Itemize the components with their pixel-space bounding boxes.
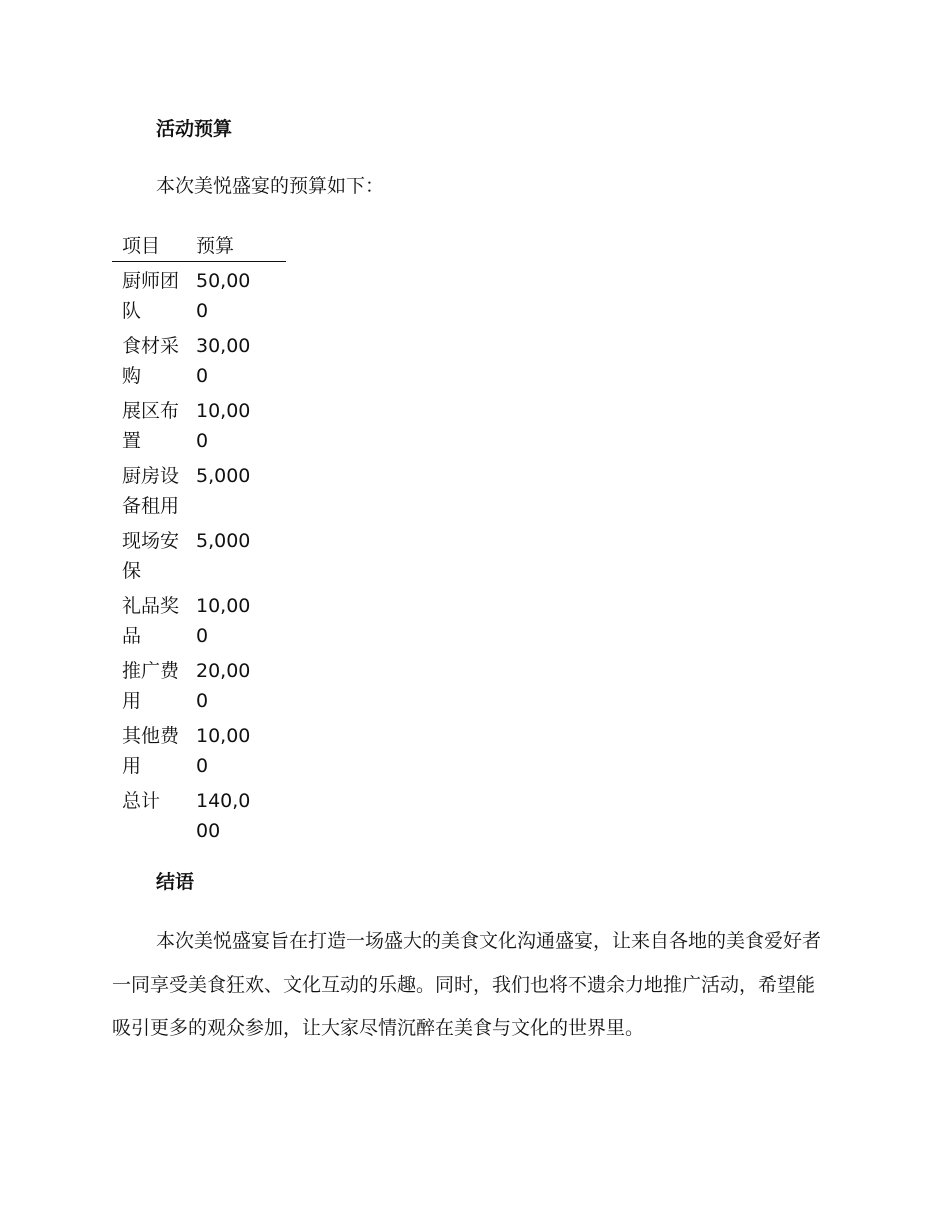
row-amount: 30,000 — [196, 335, 251, 387]
row-amount: 20,000 — [196, 660, 251, 712]
header-budget: 预算 — [186, 230, 252, 262]
row-amount: 5,000 — [196, 530, 251, 552]
row-item: 礼品奖品 — [122, 595, 180, 647]
row-amount: 10,000 — [196, 595, 251, 647]
table-row — [112, 327, 286, 392]
row-item: 其他费用 — [122, 725, 180, 777]
conclusion-heading: 结语 — [156, 871, 195, 893]
conclusion-paragraph: 本次美悦盛宴旨在打造一场盛大的美食文化沟通盛宴，让来自各地的美食爱好者一同享受美食狂欢、文化互动的乐趣。同时，我们也将不遗余力地推广活动，希望能吸引更多的观众参加，让大家尽情沉醉在美食与文化的世界里。 — [112, 930, 822, 1039]
budget-heading: 活动预算 — [156, 118, 233, 140]
row-item: 推广费用 — [122, 660, 180, 712]
total-amount: 140,000 — [196, 790, 251, 842]
table-row — [112, 262, 286, 328]
row-item: 现场安保 — [122, 530, 180, 582]
table-header-row — [112, 230, 286, 262]
table-row — [112, 587, 286, 652]
budget-table — [112, 230, 286, 847]
budget-intro: 本次美悦盛宴的预算如下： — [156, 175, 385, 197]
row-item: 展区布置 — [122, 400, 180, 452]
row-item: 厨房设备租用 — [122, 465, 180, 517]
table-row — [112, 717, 286, 782]
table-total-row — [112, 782, 286, 847]
row-amount: 10,000 — [196, 400, 251, 452]
header-spacer — [252, 230, 286, 262]
row-amount: 10,000 — [196, 725, 251, 777]
row-amount: 5,000 — [196, 465, 251, 487]
table-row — [112, 392, 286, 457]
total-label: 总计 — [122, 790, 161, 812]
row-amount: 50,000 — [196, 270, 251, 322]
header-item: 项目 — [112, 230, 186, 262]
row-item: 厨师团队 — [122, 270, 180, 322]
table-row — [112, 522, 286, 587]
table-row — [112, 457, 286, 522]
table-row — [112, 652, 286, 717]
row-item: 食材采购 — [122, 335, 180, 387]
